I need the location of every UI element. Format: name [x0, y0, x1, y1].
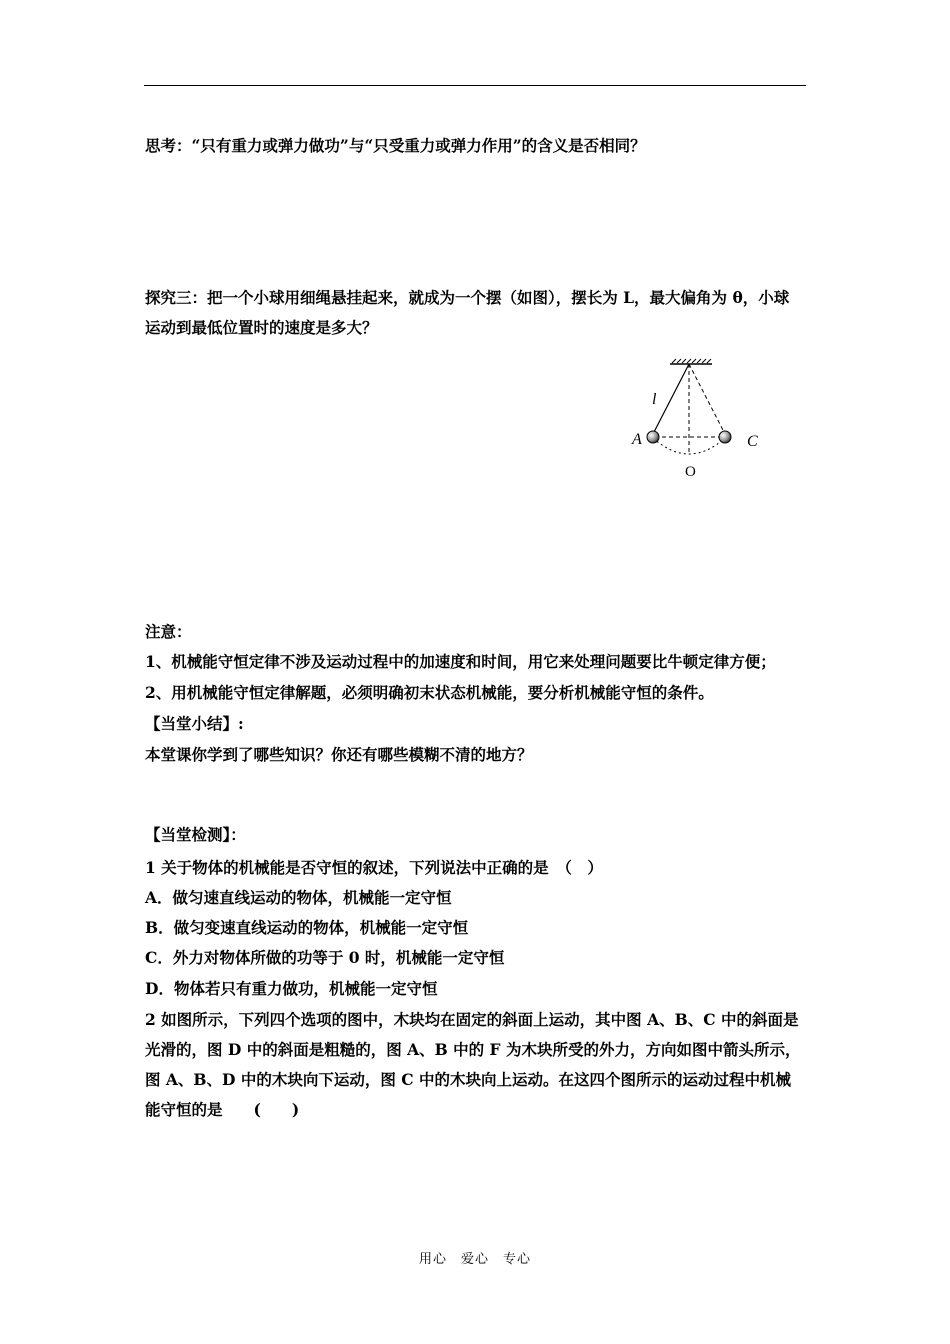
label-l: l — [652, 391, 657, 408]
notes-heading: 注意： — [145, 622, 192, 641]
q1-option-a: A．做匀速直线运动的物体，机械能一定守恒 — [145, 888, 452, 907]
summary-heading: 【当堂小结】: — [145, 714, 244, 733]
label-c: C — [747, 433, 758, 450]
explore-line-1: 探究三：把一个小球用细绳悬挂起来，就成为一个摆（如图），摆长为 L，最大偏角为 θ，小球 — [145, 288, 790, 307]
summary-text: 本堂课你学到了哪些知识？你还有哪些模糊不清的地方？ — [145, 745, 533, 764]
notes-item-2: 2、用机械能守恒定律解题，必须明确初末状态机械能，要分析机械能守恒的条件。 — [145, 683, 714, 702]
ball-a — [647, 431, 659, 443]
ceiling-hatch — [672, 359, 711, 363]
label-a: A — [632, 431, 642, 448]
ball-c — [719, 431, 731, 443]
notes-item-1: 1、机械能守恒定律不涉及运动过程中的加速度和时间，用它来处理问题要比牛顿定律方便； — [145, 652, 776, 671]
header-rule — [144, 85, 806, 86]
test-heading: 【当堂检测】： — [145, 825, 246, 844]
string-a — [653, 364, 689, 434]
q2-line-4: 能守恒的是 ( ) — [145, 1100, 300, 1119]
q1-stem: 1 关于物体的机械能是否守恒的叙述，下列说法中正确的是 （ ） — [145, 858, 603, 877]
q1-option-d: D．物体若只有重力做功，机械能一定守恒 — [145, 979, 438, 998]
q2-line-1: 2 如图所示，下列四个选项的图中，木块均在固定的斜面上运动，其中图 A、B、C 中的斜面是 — [145, 1010, 799, 1029]
pendulum-figure — [622, 358, 772, 487]
label-o: O — [685, 464, 696, 480]
q1-option-c: C．外力对物体所做的功等于 0 时，机械能一定守恒 — [145, 948, 505, 967]
think-question: 思考：“只有重力或弹力做功”与“只受重力或弹力作用”的含义是否相同？ — [145, 136, 646, 155]
page-footer: 用心 爱心 专心 — [418, 1252, 531, 1267]
q2-line-2: 光滑的，图 D 中的斜面是粗糙的，图 A、B 中的 F 为木块所受的外力，方向如图中箭头所示， — [145, 1040, 801, 1059]
q2-line-3: 图 A、B、D 中的木块向下运动，图 C 中的木块向上运动。在这四个图所示的运动过程中机械 — [145, 1070, 791, 1089]
q1-option-b: B．做匀变速直线运动的物体，机械能一定守恒 — [145, 918, 469, 937]
explore-line-2: 运动到最低位置时的速度是多大？ — [145, 318, 378, 337]
string-c — [689, 364, 725, 434]
